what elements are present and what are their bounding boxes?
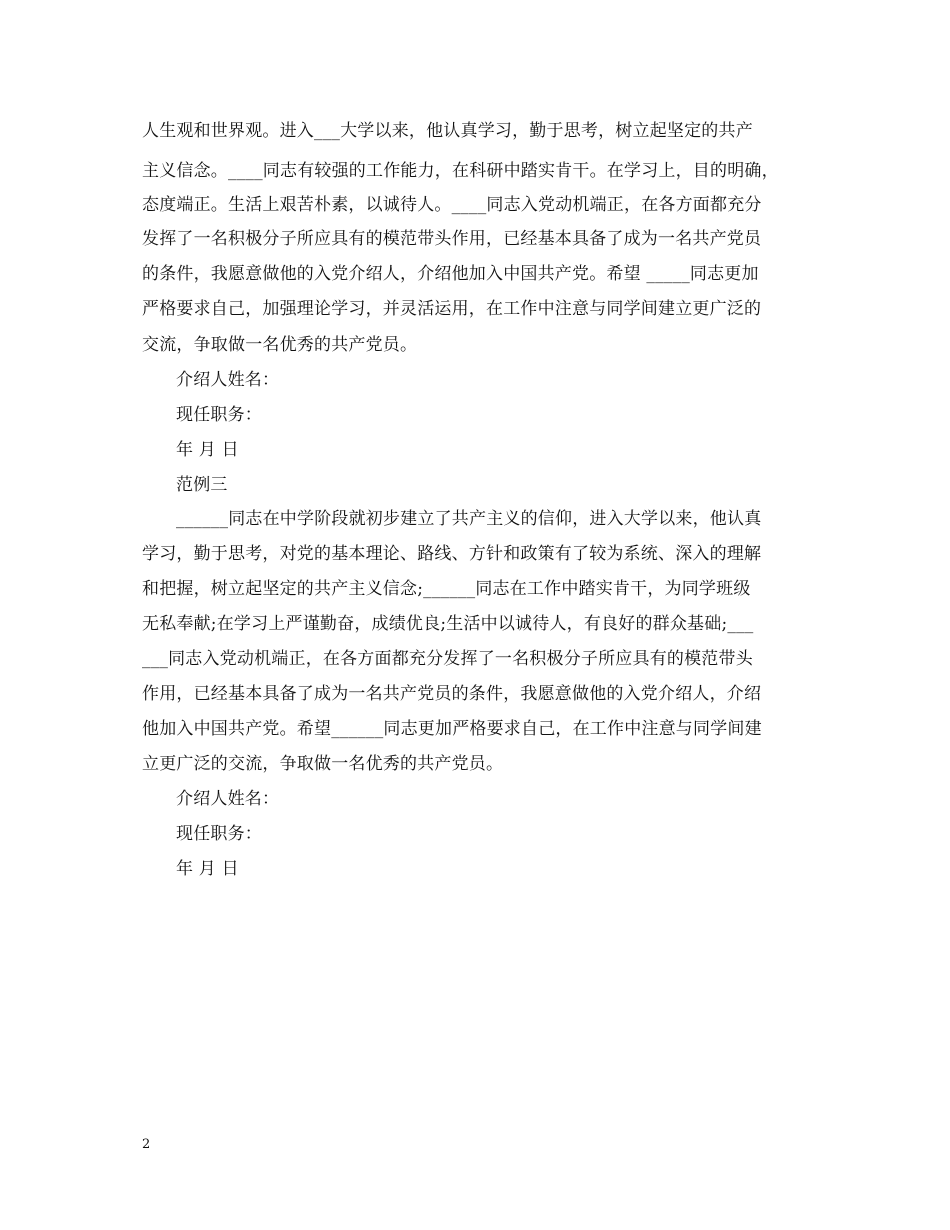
current-position-label: 现任职务： <box>176 405 262 425</box>
paragraph-line: 他加入中国共产党。希望______同志更加严格要求自己，在工作中注意与同学间建 <box>142 719 762 739</box>
paragraph-line: 发挥了一名积极分子所应具有的模范带头作用，已经基本具备了成为一名共产党员 <box>142 229 762 249</box>
paragraph-line: 主义信念。____同志有较强的工作能力，在科研中踏实肯干。在学习上，目的明确， <box>142 161 779 181</box>
paragraph-line: 学习，勤于思考，对党的基本理论、路线、方针和政策有了较为系统、深入的理解 <box>142 544 762 564</box>
paragraph-line: 和把握，树立起坚定的共产主义信念;______同志在工作中踏实肯干，为同学班级 <box>142 579 751 599</box>
section-heading: 范例三 <box>176 475 228 495</box>
paragraph-line: 无私奉献;在学习上严谨勤奋，成绩优良;生活中以诚待人，有良好的群众基础;___ <box>142 614 754 634</box>
current-position-label: 现任职务： <box>176 824 262 844</box>
paragraph-line: 交流，争取做一名优秀的共产党员。 <box>142 335 418 355</box>
date-line: 年 月 日 <box>176 859 239 879</box>
paragraph-line: 作用，已经基本具备了成为一名共产党员的条件，我愿意做他的入党介绍人，介绍 <box>142 684 762 704</box>
introducer-name-label: 介绍人姓名： <box>176 370 280 390</box>
paragraph-line: ______同志在中学阶段就初步建立了共产主义的信仰，进入大学以来，他认真 <box>176 509 762 529</box>
paragraph-line: 人生观和世界观。进入___大学以来，他认真学习，勤于思考，树立起坚定的共产 <box>142 121 753 141</box>
paragraph-line: 立更广泛的交流，争取做一名优秀的共产党员。 <box>142 754 504 774</box>
paragraph-line: ___同志入党动机端正，在各方面都充分发挥了一名积极分子所应具有的模范带头 <box>142 649 753 669</box>
paragraph-line: 严格要求自己，加强理论学习，并灵活运用，在工作中注意与同学间建立更广泛的 <box>142 299 762 319</box>
introducer-name-label: 介绍人姓名： <box>176 789 280 809</box>
page-number: 2 <box>142 1137 151 1152</box>
paragraph-line: 态度端正。生活上艰苦朴素，以诚待人。____同志入党动机端正，在各方面都充分 <box>142 195 762 215</box>
date-line: 年 月 日 <box>176 440 239 460</box>
paragraph-line: 的条件，我愿意做他的入党介绍人，介绍他加入中国共产党。希望 _____同志更加 <box>142 264 759 284</box>
